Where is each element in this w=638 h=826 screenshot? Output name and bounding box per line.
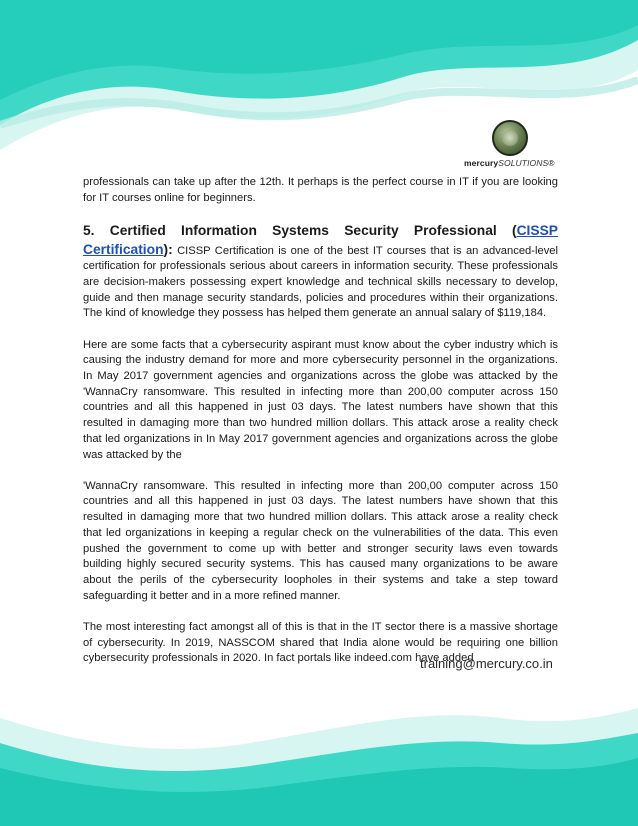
section-paragraph [83,222,558,322]
mercury-solutions-logo [464,120,580,170]
section-heading: 5. Certified Information Systems Security Professional ( [83,222,517,238]
brand-secondary: SOLUTIONS [498,158,549,168]
brand-primary: mercury [464,158,499,168]
footer-wave-banner [0,648,638,826]
intro-paragraph: professionals can take up after the 12th. It perhaps is the perfect course in IT if you are looking for IT courses online for beginners. [83,176,558,204]
section-heading-close: ): [163,241,173,257]
facts-paragraph: Here are some facts that a cybersecurity aspirant must know about the cyber industry which is causing the industry demand for more and more cybersecurity personnel in the organizations. In May 2017 government agencies and organizations across the globe was attacked by the 'WannaCry ransomware. This resulted in infecting more than 200,00 computer across 150 countries and all this happened in just 03 days. The latest numbers have shown that this resulted in damaging more than two hundred million dollars. This attack arose a reality check that led organizations in In May 2017 government agencies and organizations across the globe was attacked by the [83,338,558,461]
contact-email[interactable]: training@mercury.co.in [420,656,553,671]
shortage-paragraph: The most interesting fact amongst all of this is that in the IT sector there is a massive shortage of cybersecurity. In 2019, NASSCOM shared that India alone would be requiring one billion cybersecurity professionals in 2020. In fact portals like indeed.com have added [83,620,558,665]
wannacry-paragraph: 'WannaCry ransomware. This resulted in infecting more than 200,00 computer across 150 countries and all this happened in just 03 days. The latest numbers have shown that this resulted in damaging more that two hundred million dollars. This attack arose a reality check that led organizations in keeping a regular check on the vulnerabilities of the data. This even pushed the government to come up with better and stronger security laws even towards building highly secured security systems. This has caused many organizations to be aware about the perils of the cybersecurity loopholes in their systems and take a step toward safeguarding it better and in a more refined manner. [83,479,558,602]
document-body [83,175,558,682]
section-body: CISSP Certification is one of the best IT courses that is an advanced-level certification for professionals serious about careers in information security. These professionals are decision-makers possessing expert knowledge and technical skills necessary to develop, guide and then manage security standards, policies and procedures within their organizations. The kind of knowledge they possess has helped them generate an annual salary of $119,184. [83,244,558,320]
globe-icon [492,120,528,156]
cissp-certification-link[interactable]: CISSP Certification [83,222,558,257]
brand-mark: ® [548,158,555,168]
